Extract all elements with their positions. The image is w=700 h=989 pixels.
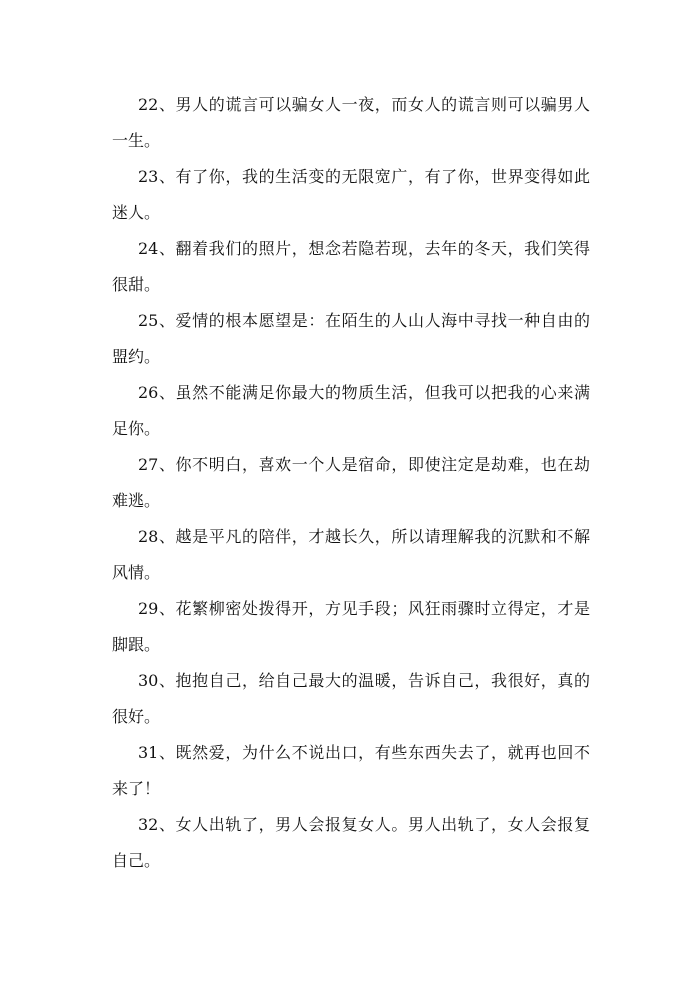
quote-line-first: 32、女人出轨了，男人会报复女人。男人出轨了，女人会报复 (138, 815, 590, 834)
quote-line-rest: 脚跟。 (112, 635, 161, 654)
quote-item (112, 375, 590, 447)
quote-line-rest: 难逃。 (112, 491, 161, 510)
quote-line-first: 29、花繁柳密处拨得开，方见手段；风狂雨骤时立得定，才是 (138, 599, 590, 618)
quote-item (112, 303, 590, 375)
quote-item (112, 519, 590, 591)
quote-item (112, 591, 590, 663)
quote-line-first: 26、虽然不能满足你最大的物质生活，但我可以把我的心来满 (138, 383, 590, 402)
quote-item (112, 735, 590, 807)
quote-item (112, 159, 590, 231)
quote-line-first: 24、翻着我们的照片，想念若隐若现，去年的冬天，我们笑得 (138, 239, 590, 258)
quote-item (112, 231, 590, 303)
quote-line-rest: 来了！ (112, 779, 161, 798)
quote-line-rest: 很甜。 (112, 275, 161, 294)
quote-line-rest: 足你。 (112, 419, 161, 438)
quote-line-rest: 很好。 (112, 707, 161, 726)
quote-line-rest: 一生。 (112, 131, 161, 150)
quote-list (112, 87, 590, 879)
quote-line-first: 23、有了你，我的生活变的无限宽广，有了你，世界变得如此 (138, 167, 590, 186)
quote-item (112, 447, 590, 519)
quote-item (112, 663, 590, 735)
quote-line-first: 28、越是平凡的陪伴，才越长久，所以请理解我的沉默和不解 (138, 527, 590, 546)
quote-line-first: 30、抱抱自己，给自己最大的温暖，告诉自己，我很好，真的 (138, 671, 590, 690)
quote-line-first: 27、你不明白，喜欢一个人是宿命，即使注定是劫难，也在劫 (138, 455, 590, 474)
quote-line-first: 31、既然爱，为什么不说出口，有些东西失去了，就再也回不 (138, 743, 590, 762)
quote-line-rest: 风情。 (112, 563, 161, 582)
quote-line-rest: 迷人。 (112, 203, 161, 222)
quote-line-first: 22、男人的谎言可以骗女人一夜，而女人的谎言则可以骗男人 (138, 95, 590, 114)
quote-line-rest: 盟约。 (112, 347, 161, 366)
quote-item (112, 87, 590, 159)
quote-item (112, 807, 590, 879)
quote-line-first: 25、爱情的根本愿望是：在陌生的人山人海中寻找一种自由的 (138, 311, 590, 330)
quote-line-rest: 自己。 (112, 851, 161, 870)
